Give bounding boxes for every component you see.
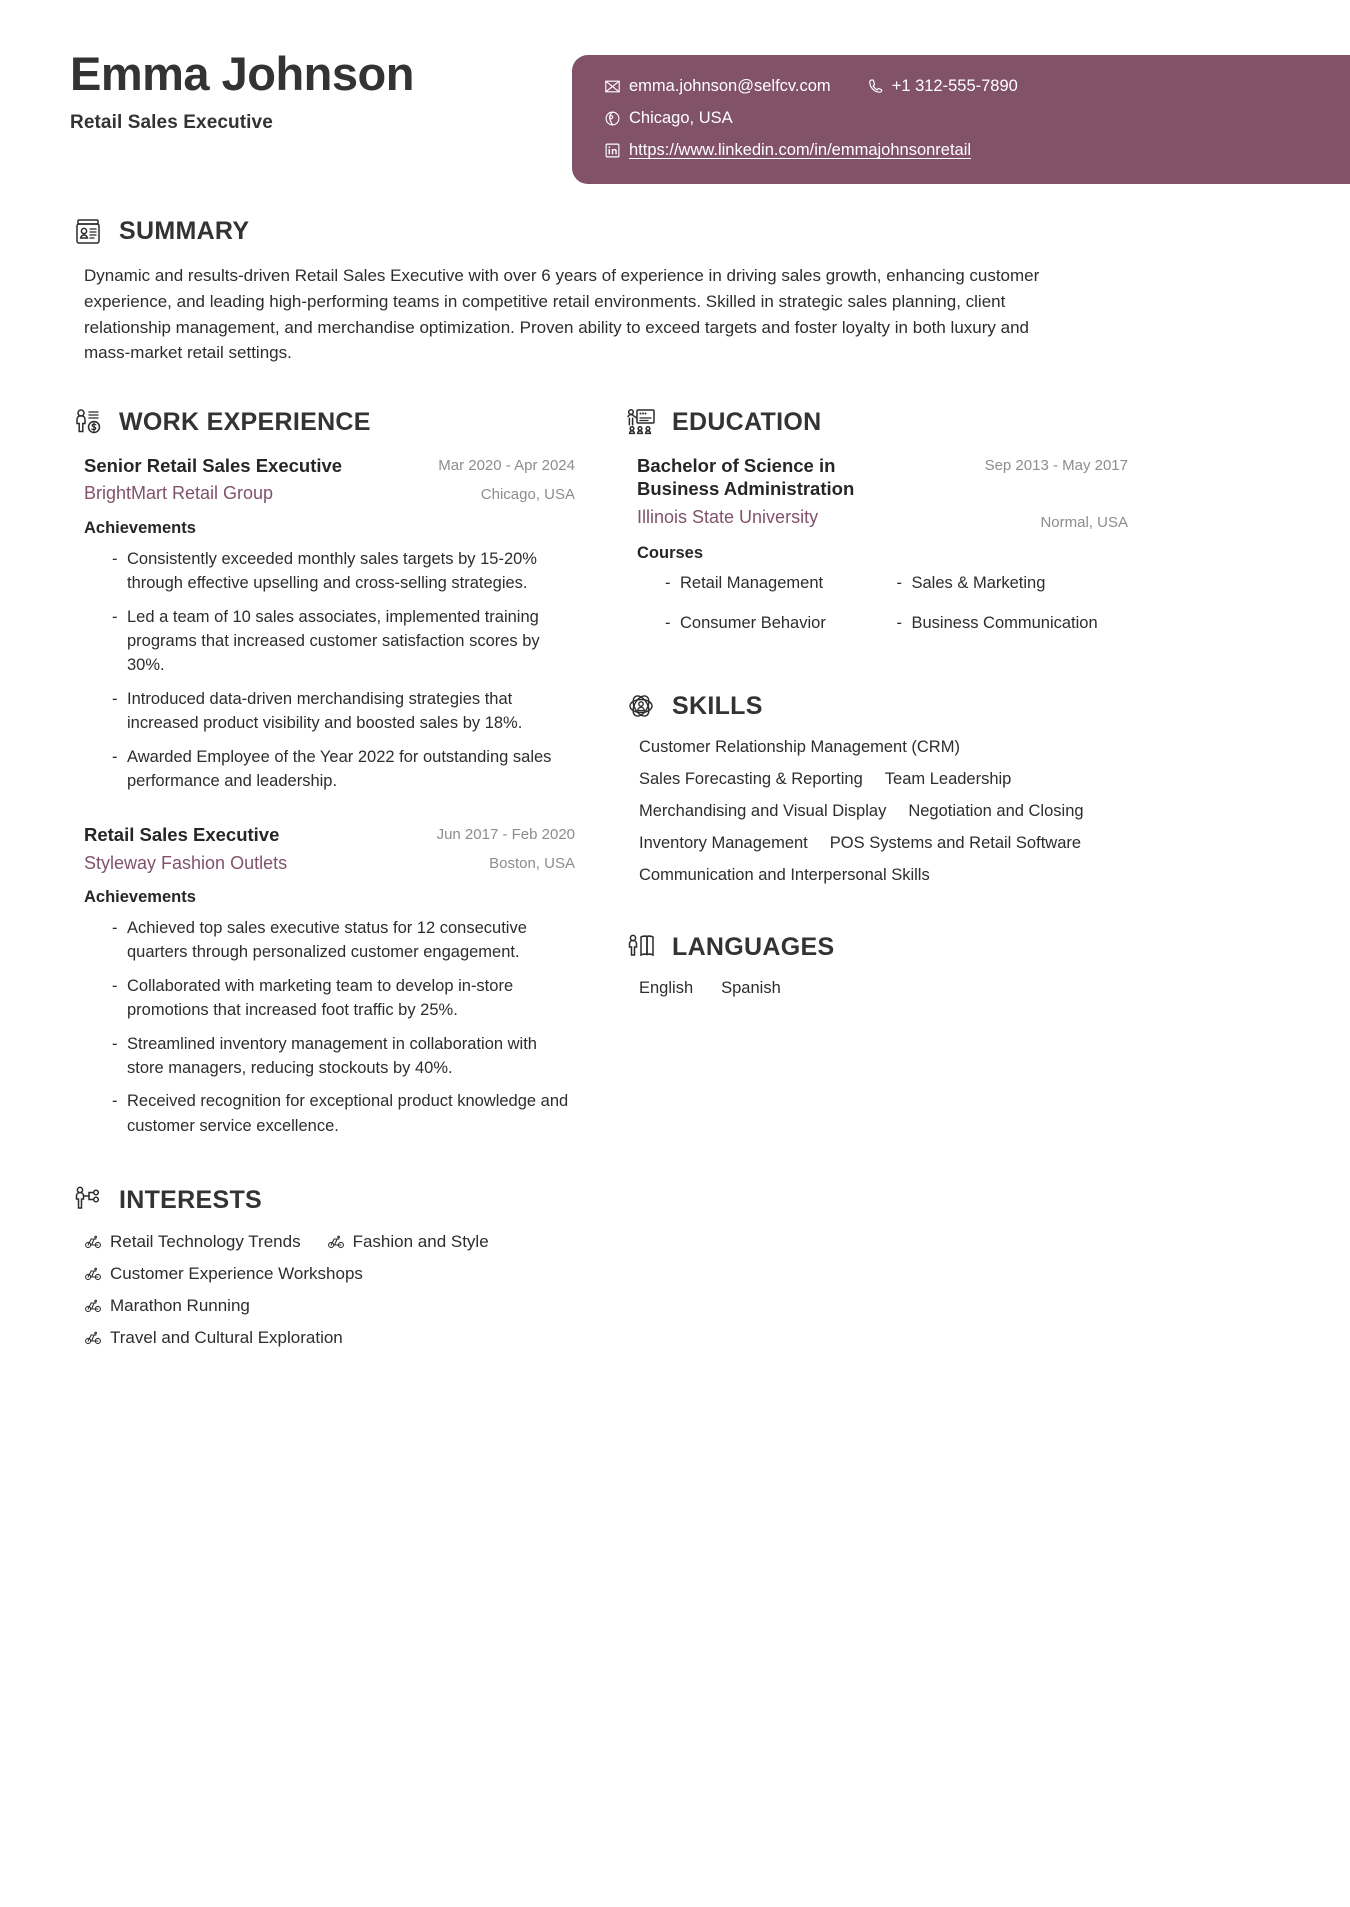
list-item	[327, 1232, 489, 1252]
contact-phone-text: +1 312-555-7890	[891, 77, 1018, 95]
list-item: - Business Communication	[897, 612, 1129, 636]
education-entry	[637, 454, 1128, 652]
education-degree: Bachelor of Science in Business Administration	[637, 455, 855, 500]
list-item: - Achieved top sales executive status for 12 consecutive quarters through personalized customer engagement.	[112, 916, 575, 965]
list-item: - Received recognition for exceptional product knowledge and customer service excellence.	[112, 1089, 575, 1138]
education-entry-main	[637, 454, 902, 529]
bicycle-icon	[84, 1297, 102, 1315]
education-entry-header	[637, 454, 1128, 531]
skill-chip: Inventory Management	[639, 834, 808, 853]
presentation-teacher-icon	[623, 404, 659, 440]
work-dates: Jun 2017 - Feb 2020	[436, 826, 575, 844]
list-item: - Retail Management	[665, 572, 897, 596]
list-item: - Consistently exceeded monthly sales targets by 15-20% through effective upselling and cross-selling strategies.	[112, 547, 575, 596]
work-entry-main	[84, 823, 425, 875]
work-entry-header	[84, 823, 575, 875]
interest-label: Retail Technology Trends	[110, 1232, 301, 1252]
list-item: - Led a team of 10 sales associates, implemented training programs that increased customer satisfaction scores by 30%.	[112, 605, 575, 678]
skills-list	[637, 738, 1128, 885]
skill-chip: Merchandising and Visual Display	[639, 802, 887, 821]
work-location: Boston, USA	[489, 855, 575, 873]
skill-chip: Sales Forecasting & Reporting	[639, 770, 863, 789]
envelope-icon	[604, 78, 621, 95]
work-entry	[84, 454, 575, 793]
languages-list	[637, 979, 1128, 998]
skills-section-head	[623, 688, 1128, 724]
right-column	[623, 404, 1128, 998]
contact-linkedin[interactable]	[604, 141, 971, 160]
achievements-label: Achievements	[84, 888, 196, 906]
education-section	[623, 404, 1128, 652]
contact-location	[604, 109, 733, 128]
work-company: Styleway Fashion Outlets	[84, 852, 288, 873]
contact-email-text: emma.johnson@selfcv.com	[629, 77, 831, 95]
work-location: Chicago, USA	[480, 486, 575, 504]
list-item	[84, 1264, 514, 1284]
education-location: Normal, USA	[1040, 514, 1128, 532]
work-experience-body	[70, 454, 575, 1138]
work-entry-header	[84, 454, 575, 506]
education-dates: Sep 2013 - May 2017	[984, 457, 1128, 475]
work-experience-section	[70, 404, 575, 1138]
summary-title: SUMMARY	[119, 216, 250, 245]
atom-person-icon	[623, 688, 659, 724]
summary-section-head	[70, 213, 1280, 249]
work-entry-meta	[437, 823, 575, 872]
contact-row-linkedin	[604, 141, 1318, 160]
summary-section	[0, 213, 1350, 366]
name-block	[70, 48, 414, 134]
bicycle-icon	[84, 1265, 102, 1283]
education-section-head	[623, 404, 1128, 440]
contact-row-location	[604, 109, 1318, 128]
person-book-icon	[623, 929, 659, 965]
phone-icon	[867, 78, 884, 95]
work-entry-meta	[438, 454, 575, 503]
linkedin-icon	[604, 142, 621, 159]
bicycle-icon	[84, 1233, 102, 1251]
interest-label: Marathon Running	[110, 1296, 250, 1316]
list-item: - Introduced data-driven merchandising strategies that increased product visibility and boosted sales by 18%.	[112, 687, 575, 736]
page-title: Emma Johnson	[70, 47, 414, 100]
work-experience-section-head	[70, 404, 575, 440]
contact-card	[572, 55, 1350, 184]
work-experience-title: WORK EXPERIENCE	[119, 407, 371, 436]
language-item: English	[639, 979, 694, 998]
languages-title: LANGUAGES	[672, 932, 835, 961]
interests-section-head	[70, 1182, 1280, 1218]
skills-title: SKILLS	[672, 691, 763, 720]
skills-body	[623, 738, 1128, 885]
interest-label: Customer Experience Workshops	[110, 1264, 363, 1284]
list-item: - Consumer Behavior	[665, 612, 897, 636]
interests-list	[70, 1232, 540, 1348]
list-item	[84, 1232, 301, 1252]
languages-section-head	[623, 929, 1128, 965]
person-money-icon	[70, 404, 106, 440]
interests-title: INTERESTS	[119, 1185, 262, 1214]
work-entry	[84, 823, 575, 1138]
skill-chip: Customer Relationship Management (CRM)	[639, 738, 960, 757]
list-item	[84, 1328, 514, 1348]
achievements-label: Achievements	[84, 518, 196, 537]
skill-chip: POS Systems and Retail Software	[829, 834, 1082, 853]
interest-label: Travel and Cultural Exploration	[110, 1328, 343, 1348]
contact-location-text: Chicago, USA	[629, 109, 733, 127]
courses-label: Courses	[637, 544, 704, 563]
languages-section	[623, 929, 1128, 998]
skill-chip: Team Leadership	[884, 770, 1012, 789]
work-company: BrightMart Retail Group	[84, 483, 274, 504]
bicycle-icon	[327, 1233, 345, 1251]
contact-email[interactable]	[604, 77, 831, 96]
globe-pin-icon	[604, 110, 621, 127]
person-network-icon	[70, 1182, 106, 1218]
contact-row-email-phone	[604, 77, 1318, 96]
skills-section	[623, 688, 1128, 885]
work-entry-main	[84, 454, 426, 506]
languages-body	[623, 979, 1128, 998]
skill-chip: Negotiation and Closing	[908, 802, 1084, 821]
courses-list	[637, 572, 1128, 652]
list-item: - Awarded Employee of the Year 2022 for outstanding sales performance and leadership.	[112, 745, 575, 794]
achievements-list	[84, 916, 575, 1138]
education-body	[623, 454, 1128, 652]
achievements-list	[84, 547, 575, 794]
list-item: - Streamlined inventory management in collaboration with store managers, reducing stockouts by 40%.	[112, 1032, 575, 1081]
interests-section	[0, 1182, 1350, 1348]
education-school: Illinois State University	[637, 506, 819, 527]
list-item: - Sales & Marketing	[897, 572, 1129, 596]
job-title: Retail Sales Executive	[70, 111, 273, 133]
work-position: Senior Retail Sales Executive	[84, 455, 343, 477]
resume-header	[0, 0, 1350, 195]
work-dates: Mar 2020 - Apr 2024	[438, 457, 575, 475]
work-position: Retail Sales Executive	[84, 824, 280, 846]
education-title: EDUCATION	[672, 407, 822, 436]
contact-linkedin-text: https://www.linkedin.com/in/emmajohnsonretail	[629, 141, 972, 159]
id-card-icon	[70, 213, 106, 249]
contact-phone[interactable]	[867, 77, 1018, 96]
interest-label: Fashion and Style	[352, 1232, 489, 1252]
left-column	[70, 404, 575, 1138]
bicycle-icon	[84, 1329, 102, 1347]
main-columns	[0, 404, 1350, 1138]
summary-text: Dynamic and results-driven Retail Sales Executive with over 6 years of experience in driving sales growth, enhancing customer experience, and leading high-performing teams in competitive retail environments. Skilled in strategic sales planning, client relationship management, and merchandise optimization. Proven ability to exceed targets and foster loyalty in both luxury and mass-market retail settings.	[84, 266, 1040, 363]
list-item: - Collaborated with marketing team to develop in-store promotions that increased foot traffic by 25%.	[112, 974, 575, 1023]
language-item: Spanish	[721, 979, 781, 998]
education-entry-meta	[985, 454, 1128, 531]
list-item	[84, 1296, 514, 1316]
skill-chip: Communication and Interpersonal Skills	[639, 866, 930, 885]
